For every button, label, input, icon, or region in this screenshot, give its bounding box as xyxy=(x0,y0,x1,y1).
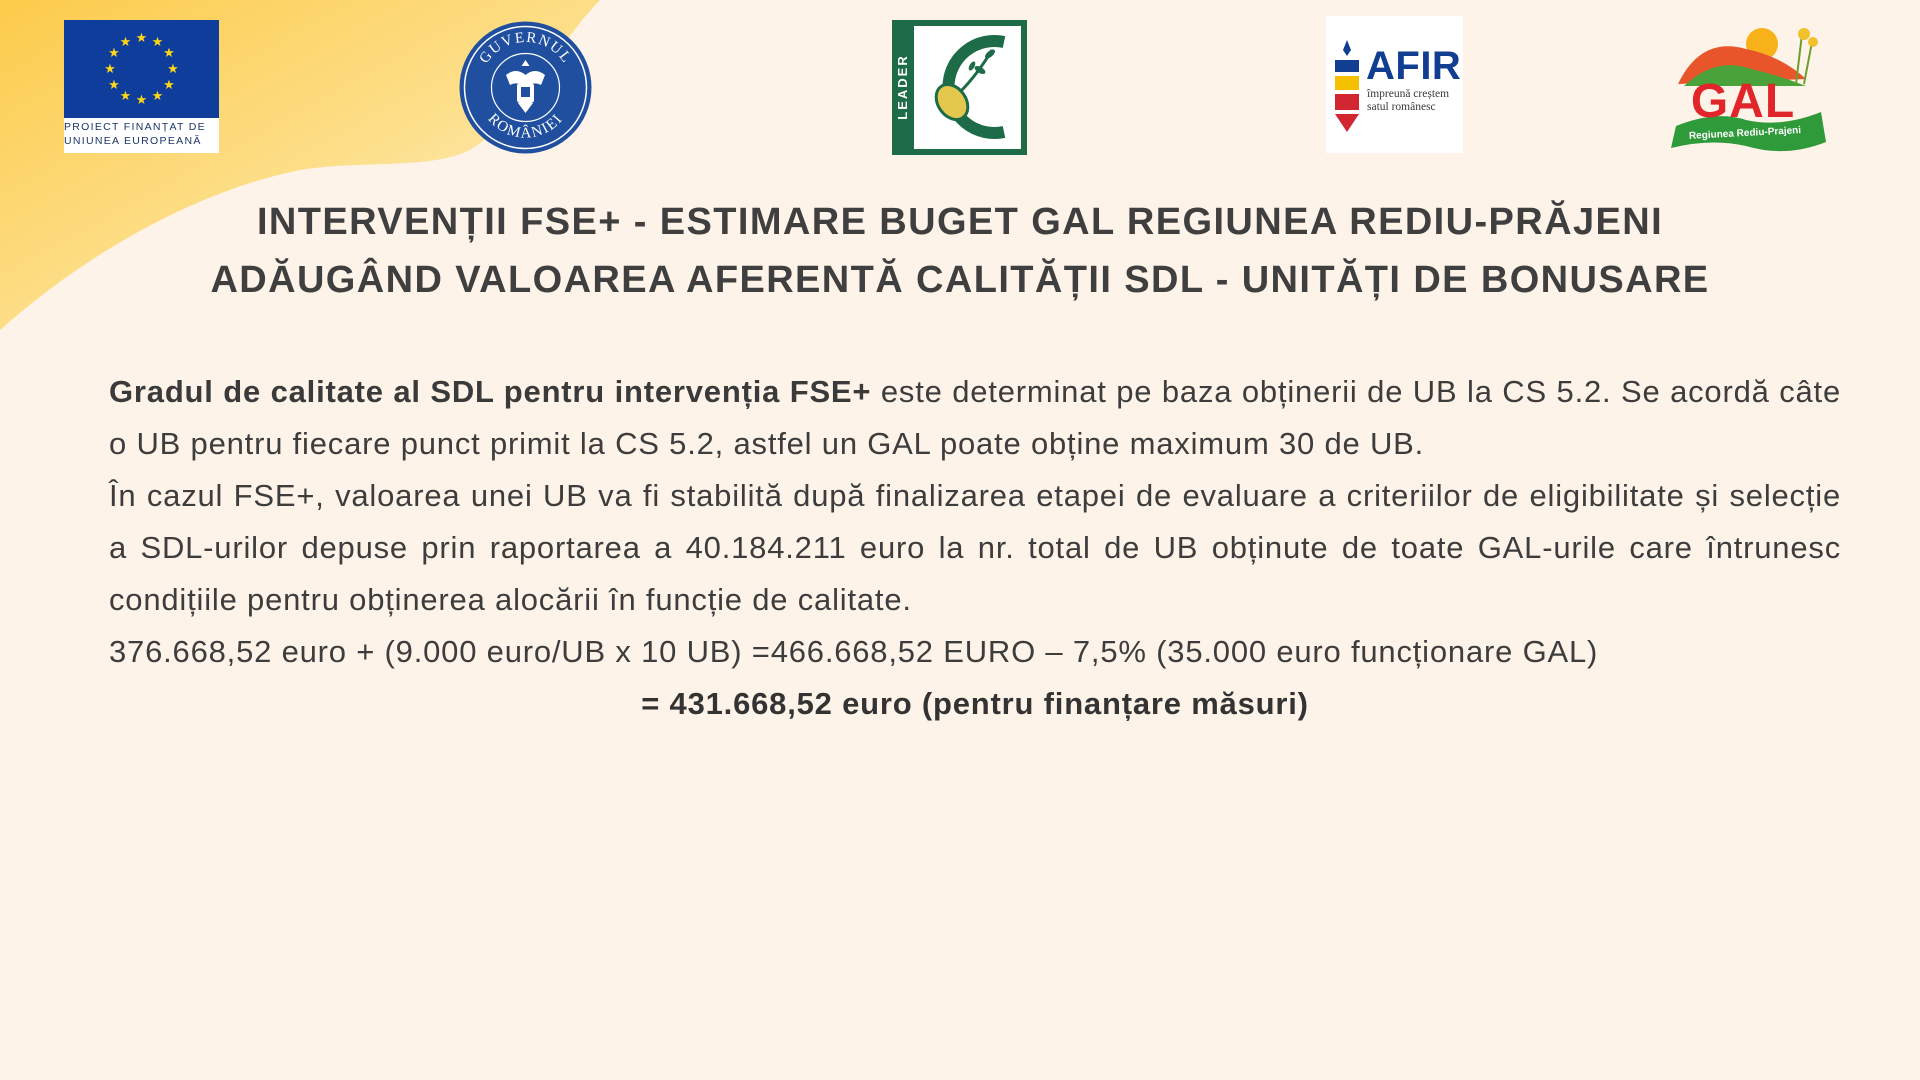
afir-logo-icon xyxy=(1332,38,1362,138)
body-text xyxy=(109,366,1841,730)
svg-text:★: ★ xyxy=(108,78,120,93)
quality-paragraph xyxy=(109,366,1841,470)
svg-text:★: ★ xyxy=(135,93,148,108)
title-line-2: ADĂUGÂND VALOAREA AFERENTĂ CALITĂȚII SDL - UNITĂȚI DE BONUSARE xyxy=(210,259,1710,301)
quality-paragraph-lead: Gradul de calitate al SDL pentru intervenția FSE+ xyxy=(109,374,872,409)
svg-text:★: ★ xyxy=(163,78,175,93)
svg-text:ROMÂNIEI: ROMÂNIEI xyxy=(484,110,567,142)
svg-text:LEADER: LEADER xyxy=(895,54,910,120)
eu-funding-logo xyxy=(64,20,219,153)
svg-text:★: ★ xyxy=(167,62,179,77)
gal-name: GAL xyxy=(1690,75,1796,128)
afir-logo xyxy=(1326,16,1463,153)
title-line-1: INTERVENȚII FSE+ - ESTIMARE BUGET GAL REGIUNEA REDIU-PRĂJENI xyxy=(256,201,1664,243)
svg-text:★: ★ xyxy=(151,35,164,50)
afir-name: AFIR xyxy=(1366,44,1462,88)
svg-text:★: ★ xyxy=(119,35,132,50)
svg-text:★: ★ xyxy=(151,89,164,104)
svg-text:★: ★ xyxy=(119,89,132,104)
afir-slogan: împreună creștem satul românesc xyxy=(1367,88,1450,113)
svg-text:GUVERNUL: GUVERNUL xyxy=(476,29,575,67)
leader-logo-icon xyxy=(892,20,1027,155)
quality-paragraph-text: este determinat pe baza obținerii de UB la CS 5.2. Se acordă câte o UB pentru fiecare punct primit la CS 5.2, astfel un GAL poate obține maximum 30 de UB. xyxy=(109,374,1842,461)
budget-result: = 431.668,52 euro (pentru finanțare măsuri) xyxy=(641,686,1309,721)
romanian-government-seal-icon xyxy=(458,20,593,155)
page-title xyxy=(110,193,1810,309)
gal-logo xyxy=(1656,14,1831,156)
svg-text:★: ★ xyxy=(135,31,148,46)
svg-text:★: ★ xyxy=(104,62,116,77)
svg-text:★: ★ xyxy=(108,46,120,61)
ub-value-paragraph: În cazul FSE+, valoarea unei UB va fi stabilită după finalizarea etapei de evaluare a criteriilor de eligibilitate și selecție a SDL-urilor depuse prin raportarea a 40.184.211 euro la nr. total de UB obținute de toate GAL-urile care întrunesc condițiile pentru obținerea alocării în funcție de calitate. xyxy=(109,478,1841,617)
gal-banner-text: Regiunea Rediu-Prajeni xyxy=(1688,125,1802,142)
eu-flag-icon xyxy=(64,20,219,118)
eu-caption: PROIECT FINANȚAT DE UNIUNEA EUROPEANĂ xyxy=(64,121,206,147)
budget-formula: 376.668,52 euro + (9.000 euro/UB x 10 UB) =466.668,52 EURO – 7,5% (35.000 euro funcționare GAL) xyxy=(109,634,1599,669)
svg-text:★: ★ xyxy=(163,46,175,61)
